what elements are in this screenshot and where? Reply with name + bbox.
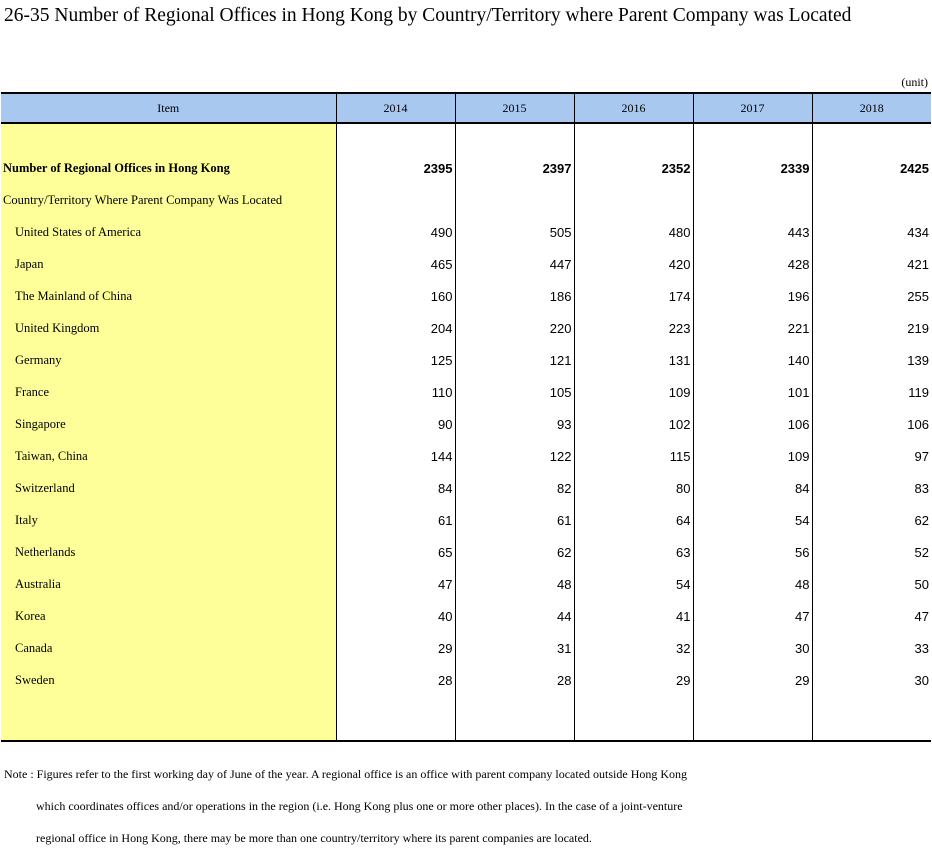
page-title: 26-35 Number of Regional Offices in Hong Kong by Country/Territory where Parent Company was Located [4, 5, 852, 26]
cell-value: 93 [455, 408, 574, 440]
cell-value: 82 [455, 472, 574, 504]
table-row [1, 632, 931, 664]
cell-value: 465 [336, 248, 455, 280]
country-label: Korea [1, 600, 336, 632]
cell-value: 480 [574, 216, 693, 248]
header-item: Item [1, 93, 336, 123]
table-row [1, 568, 931, 600]
cell-value: 131 [574, 344, 693, 376]
total-value: 2339 [693, 152, 812, 184]
cell-value: 83 [812, 472, 931, 504]
country-label: United States of America [1, 216, 336, 248]
cell-value: 48 [455, 568, 574, 600]
country-label: France [1, 376, 336, 408]
cell-value: 30 [812, 664, 931, 696]
cell-value: 52 [812, 536, 931, 568]
cell-value: 434 [812, 216, 931, 248]
cell-value: 33 [812, 632, 931, 664]
cell-value: 54 [693, 504, 812, 536]
country-label: Sweden [1, 664, 336, 696]
table-end-row [1, 696, 931, 741]
cell-value: 196 [693, 280, 812, 312]
table-row [1, 344, 931, 376]
cell-value: 125 [336, 344, 455, 376]
footnote-line: regional office in Hong Kong, there may be more than one country/territory where its parent companies are located. [36, 831, 592, 845]
table-row [1, 408, 931, 440]
country-label: Canada [1, 632, 336, 664]
table-row [1, 248, 931, 280]
header-year: 2016 [574, 93, 693, 123]
cell-value: 221 [693, 312, 812, 344]
total-value: 2397 [455, 152, 574, 184]
table-row [1, 280, 931, 312]
total-label: Number of Regional Offices in Hong Kong [1, 152, 336, 184]
cell-value: 219 [812, 312, 931, 344]
cell-value: 28 [455, 664, 574, 696]
table-row [1, 312, 931, 344]
total-value: 2395 [336, 152, 455, 184]
country-label: Germany [1, 344, 336, 376]
cell-value: 174 [574, 280, 693, 312]
cell-value: 490 [336, 216, 455, 248]
cell-value: 220 [455, 312, 574, 344]
cell-value: 160 [336, 280, 455, 312]
footnote-line: which coordinates offices and/or operations in the region (i.e. Hong Kong plus one or more other places). In the case of a joint-venture [36, 799, 683, 813]
footnote [4, 758, 924, 854]
header-year: 2018 [812, 93, 931, 123]
cell-value: 31 [455, 632, 574, 664]
total-value: 2352 [574, 152, 693, 184]
table-row [1, 472, 931, 504]
total-value: 2425 [812, 152, 931, 184]
cell-value: 105 [455, 376, 574, 408]
cell-value: 84 [693, 472, 812, 504]
cell-value: 421 [812, 248, 931, 280]
subheading-row [1, 184, 931, 216]
cell-value: 121 [455, 344, 574, 376]
cell-value: 54 [574, 568, 693, 600]
cell-value: 47 [812, 600, 931, 632]
cell-value: 90 [336, 408, 455, 440]
country-label: The Mainland of China [1, 280, 336, 312]
cell-value: 144 [336, 440, 455, 472]
cell-value: 447 [455, 248, 574, 280]
cell-value: 61 [336, 504, 455, 536]
cell-value: 420 [574, 248, 693, 280]
country-label: Australia [1, 568, 336, 600]
header-year: 2014 [336, 93, 455, 123]
cell-value: 102 [574, 408, 693, 440]
cell-value: 28 [336, 664, 455, 696]
country-label: Italy [1, 504, 336, 536]
cell-value: 65 [336, 536, 455, 568]
table-row [1, 440, 931, 472]
cell-value: 140 [693, 344, 812, 376]
cell-value: 101 [693, 376, 812, 408]
cell-value: 29 [336, 632, 455, 664]
header-year: 2017 [693, 93, 812, 123]
cell-value: 50 [812, 568, 931, 600]
cell-value: 186 [455, 280, 574, 312]
cell-value: 29 [693, 664, 812, 696]
unit-label: (unit) [901, 75, 928, 89]
cell-value: 109 [574, 376, 693, 408]
cell-value: 106 [812, 408, 931, 440]
cell-value: 84 [336, 472, 455, 504]
footnote-line: Note : Figures refer to the first working day of June of the year. A regional office is an office with parent company located outside Hong Kong [4, 767, 688, 781]
country-label: Singapore [1, 408, 336, 440]
table-row [1, 504, 931, 536]
cell-value: 255 [812, 280, 931, 312]
cell-value: 47 [336, 568, 455, 600]
header-year: 2015 [455, 93, 574, 123]
cell-value: 505 [455, 216, 574, 248]
cell-value: 40 [336, 600, 455, 632]
header-row [1, 93, 931, 123]
cell-value: 97 [812, 440, 931, 472]
cell-value: 47 [693, 600, 812, 632]
total-row [1, 152, 931, 184]
cell-value: 44 [455, 600, 574, 632]
table-row [1, 536, 931, 568]
table-row [1, 376, 931, 408]
country-label: Taiwan, China [1, 440, 336, 472]
spacer-row [1, 123, 931, 152]
country-label: United Kingdom [1, 312, 336, 344]
country-label: Netherlands [1, 536, 336, 568]
cell-value: 119 [812, 376, 931, 408]
cell-value: 428 [693, 248, 812, 280]
cell-value: 61 [455, 504, 574, 536]
cell-value: 110 [336, 376, 455, 408]
cell-value: 106 [693, 408, 812, 440]
regional-offices-table [1, 92, 931, 742]
cell-value: 41 [574, 600, 693, 632]
cell-value: 443 [693, 216, 812, 248]
cell-value: 29 [574, 664, 693, 696]
cell-value: 32 [574, 632, 693, 664]
table-row [1, 600, 931, 632]
cell-value: 122 [455, 440, 574, 472]
cell-value: 115 [574, 440, 693, 472]
subheading-label: Country/Territory Where Parent Company Was Located [1, 184, 336, 216]
cell-value: 62 [812, 504, 931, 536]
cell-value: 56 [693, 536, 812, 568]
cell-value: 80 [574, 472, 693, 504]
table-row [1, 664, 931, 696]
cell-value: 223 [574, 312, 693, 344]
cell-value: 64 [574, 504, 693, 536]
table-row [1, 216, 931, 248]
cell-value: 48 [693, 568, 812, 600]
cell-value: 204 [336, 312, 455, 344]
cell-value: 30 [693, 632, 812, 664]
cell-value: 139 [812, 344, 931, 376]
country-label: Japan [1, 248, 336, 280]
cell-value: 62 [455, 536, 574, 568]
cell-value: 109 [693, 440, 812, 472]
cell-value: 63 [574, 536, 693, 568]
country-label: Switzerland [1, 472, 336, 504]
